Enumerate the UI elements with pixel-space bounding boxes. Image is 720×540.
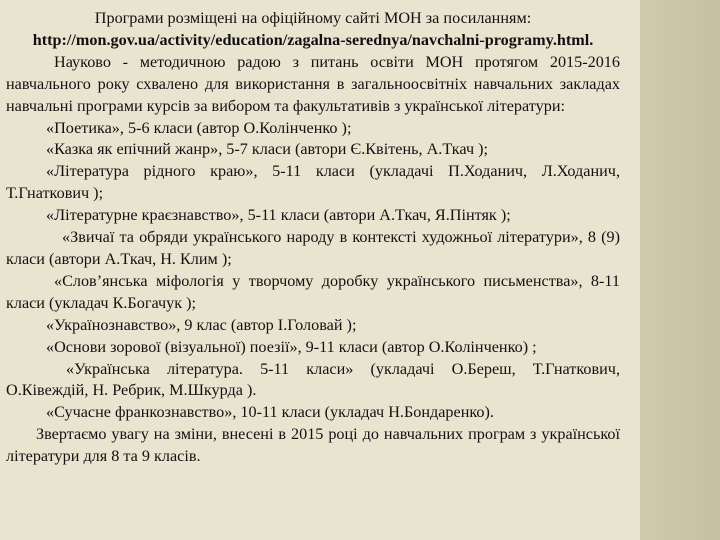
- paragraph: Науково - методичною радою з питань освіти МОН протягом 2015-2016 навчального року схвалено для використання в загальноосвітніх навчальних закладах навчальні програми курсів за вибором та факультативів з української літератури:: [6, 52, 620, 115]
- paragraph: «Поетика», 5-6 класи (автор О.Колінченко );: [46, 118, 352, 137]
- heading-line: Програми розміщені на офіційному сайті МОН за посиланням:: [94, 9, 532, 27]
- document-body: [6, 8, 620, 468]
- paragraph: «Сучасне франкознавство», 10-11 класи (укладач Н.Бондаренко).: [46, 403, 494, 422]
- right-margin-strip: [640, 0, 720, 540]
- paragraph: Звертаємо увагу на зміни, внесені в 2015 році до навчальних програм з української літератури для 8 та 9 класів.: [6, 425, 620, 466]
- paragraph: «Казка як епічний жанр», 5-7 класи (автори Є.Квітень, А.Ткач );: [46, 140, 489, 159]
- paragraph: «Звичаї та обряди українського народу в контексті художньої літератури», 8 (9) класи (автори А.Ткач, Н. Клим );: [6, 228, 620, 268]
- source-link[interactable]: http://mon.gov.ua/activity/education/zagalna-serednya/navchalni-programy.html.: [32, 30, 594, 49]
- paragraph: «Українська література. 5-11 класи» (укладачі О.Береш, Т.Гнаткович, О.Ківеждій, Н. Ребрик, М.Шкурда ).: [6, 359, 620, 400]
- paragraph: «Основи зорової (візуальної) поезії», 9-11 класи (автор О.Колінченко) ;: [46, 337, 537, 356]
- paragraph: «Література рідного краю», 5-11 класи (укладачі П.Ходанич, Л.Ходанич, Т.Гнаткович );: [6, 162, 620, 203]
- paragraph: «Українознавство», 9 клас (автор І.Головай );: [46, 315, 357, 334]
- paragraph: «Літературне краєзнавство», 5-11 класи (автори А.Ткач, Я.Пінтяк );: [46, 206, 511, 225]
- paragraph: «Слов’янська міфологія у творчому доробку українського письменства», 8-11 класи (укладач К.Богачук );: [6, 271, 620, 312]
